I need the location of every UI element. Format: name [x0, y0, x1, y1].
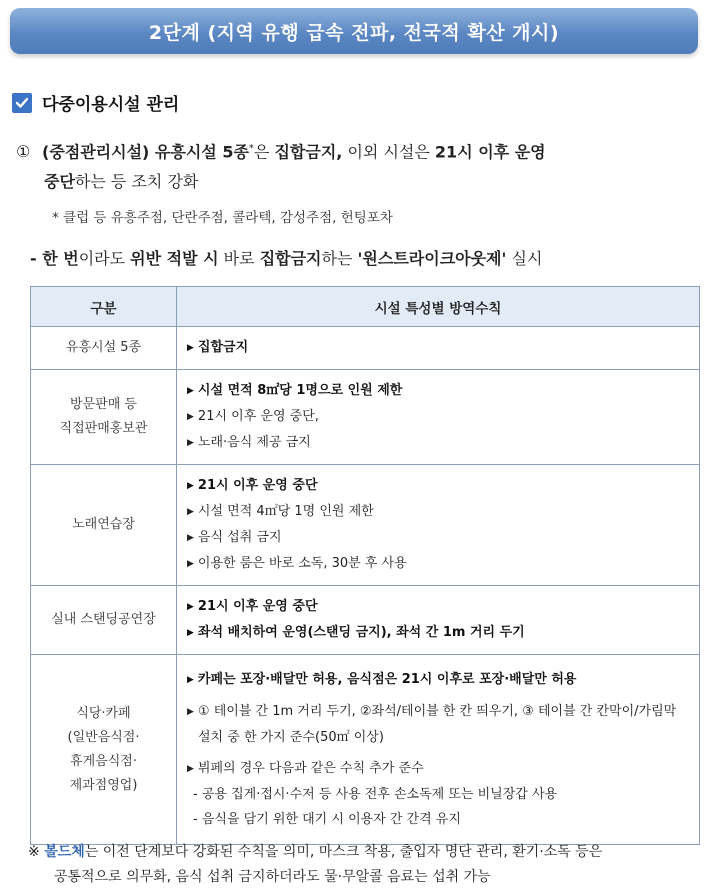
check-box-icon [12, 93, 32, 113]
rule-text: 집합금지 [197, 340, 249, 355]
rule-item [187, 594, 689, 620]
rules-cell [177, 370, 700, 465]
footnote-line2: 공통적으로 의무화, 음식 섭취 금지하더라도 물·무알콜 음료는 섭취 가능 [54, 869, 491, 885]
text: 실시 [506, 249, 543, 268]
category-line: 노래연습장 [72, 517, 135, 532]
category-line: 제과점영업) [69, 777, 138, 793]
rule-item [187, 667, 689, 693]
strike-out-policy-line [30, 246, 700, 269]
triangle-bullet-icon: ▶ [187, 386, 194, 396]
sub-rule-item: - 음식을 담기 위한 대기 시 이용자 간 간격 유지 [193, 812, 461, 827]
bold-text: '원스트라이크아웃제' [357, 249, 507, 268]
rule-item [187, 620, 689, 646]
stage-banner [10, 8, 698, 54]
category-line: 실내 스탠딩공연장 [51, 612, 156, 627]
item-text: 하는 등 조치 강화 [74, 172, 199, 192]
triangle-bullet-icon: ▶ [187, 764, 194, 774]
section-title: 다중이용시설 관리 [42, 95, 180, 115]
bold-word: 볼드체 [44, 844, 85, 860]
bold-text: 위반 적발 시 [130, 249, 219, 268]
rule-text: 좌석 배치하여 운영(스탠딩 금지), 좌석 간 1m 거리 두기 [197, 625, 525, 640]
bold-text: 한 번 [42, 249, 79, 268]
rules-cell [177, 655, 700, 845]
table-row [31, 370, 700, 465]
category-line: 방문판매 등 [70, 397, 137, 412]
category-cell [31, 655, 177, 845]
triangle-bullet-icon: ▶ [187, 343, 194, 353]
triangle-bullet-icon: ▶ [187, 559, 194, 569]
bold-text: 집합금지 [259, 249, 322, 268]
footnote-marker: * [248, 143, 254, 154]
triangle-bullet-icon: ▶ [187, 507, 194, 517]
quarantine-rules-table [30, 286, 700, 845]
item-bold-text: 집합금지, [274, 142, 343, 162]
rules-cell [177, 465, 700, 586]
rule-text: 21시 이후 운영 중단, [197, 409, 319, 424]
table-header-row [31, 287, 700, 327]
header-rules: 시설 특성별 방역수칙 [177, 287, 700, 327]
rule-item [187, 499, 689, 525]
category-line: 식당·카페 [76, 705, 131, 721]
rule-item [187, 335, 689, 361]
footnote-line1: 는 이전 단계보다 강화된 수칙을 의미, 마스크 착용, 출입자 명단 관리, 환기·소독 등은 [84, 844, 603, 860]
rule-text: 뷔페의 경우 다음과 같은 수칙 추가 준수 [197, 761, 424, 776]
rule-text: 이용한 룸은 바로 소독, 30분 후 사용 [197, 556, 407, 571]
category-line: 직접판매홍보관 [59, 421, 148, 436]
table-row [31, 655, 700, 845]
category-cell [31, 586, 177, 655]
item-text: 이외 시설은 [342, 142, 435, 162]
text: 하는 [321, 249, 358, 268]
dash-mark: - [30, 249, 43, 268]
rule-item [187, 473, 689, 499]
category-line: (일반음식점· [67, 729, 140, 745]
category-cell [31, 370, 177, 465]
rule-item [187, 756, 689, 782]
triangle-bullet-icon: ▶ [187, 412, 194, 422]
rule-text: 21시 이후 운영 중단 [197, 599, 318, 614]
item-prefix: (중점관리시설) 유흥시설 5종 [42, 142, 249, 162]
triangle-bullet-icon: ▶ [187, 481, 194, 491]
rules-cell [177, 327, 700, 370]
rules-cell [177, 586, 700, 655]
triangle-bullet-icon: ▶ [187, 438, 194, 448]
triangle-bullet-icon: ▶ [187, 707, 194, 717]
category-cell [31, 465, 177, 586]
section-heading [12, 90, 179, 115]
bottom-footnote [28, 840, 703, 890]
rule-item [187, 378, 689, 404]
rule-text: 21시 이후 운영 중단 [197, 478, 318, 493]
rule-text: 노래·음식 제공 금지 [197, 435, 311, 450]
item-bold-text: 중단 [44, 172, 75, 192]
text: 이라도 [78, 249, 131, 268]
category-line: 유흥시설 5종 [65, 340, 142, 355]
triangle-bullet-icon: ▶ [187, 675, 194, 685]
rule-text: 시설 면적 4㎡당 1명 인원 제한 [197, 504, 374, 519]
triangle-bullet-icon: ▶ [187, 628, 194, 638]
triangle-bullet-icon: ▶ [187, 533, 194, 543]
reference-mark: ※ [28, 844, 40, 860]
sub-rule-item: - 공용 집게·접시·수저 등 사용 전후 손소독제 또는 비닐장갑 사용 [193, 787, 558, 802]
table-row [31, 465, 700, 586]
table-row [31, 586, 700, 655]
triangle-bullet-icon: ▶ [187, 602, 194, 612]
rule-text: 카페는 포장·배달만 허용, 음식점은 21시 이후로 포장·배달만 허용 [197, 672, 577, 687]
note-text: * 클럽 등 유흥주점, 단란주점, 콜라텍, 감성주점, 헌팅포차 [52, 210, 393, 226]
item-bold-text: 21시 이후 운영 [434, 142, 546, 162]
item-text: 은 [253, 142, 275, 162]
text: 바로 [218, 249, 260, 268]
rule-item [187, 404, 689, 430]
header-category: 구분 [31, 287, 177, 327]
rule-text: 시설 면적 8㎡당 1명으로 인원 제한 [197, 383, 403, 398]
rule-text: ① 테이블 간 1m 거리 두기, ②좌석/테이블 한 칸 띄우기, ③ 테이블 간 칸막이/가림막 설치 중 한 가지 준수(50㎡ 이상) [197, 704, 677, 745]
rule-text: 음식 섭취 금지 [197, 530, 282, 545]
rule-item [187, 525, 689, 551]
rule-item [187, 430, 689, 456]
table-row [31, 327, 700, 370]
banner-title: 2단계 (지역 유행 급속 전파, 전국적 확산 개시) [148, 21, 560, 44]
category-cell [31, 327, 177, 370]
item-1-paragraph [16, 134, 696, 197]
rule-item [187, 551, 689, 577]
category-line: 휴게음식점· [70, 753, 137, 769]
item-number: ① [16, 142, 31, 162]
rule-item [187, 699, 689, 750]
